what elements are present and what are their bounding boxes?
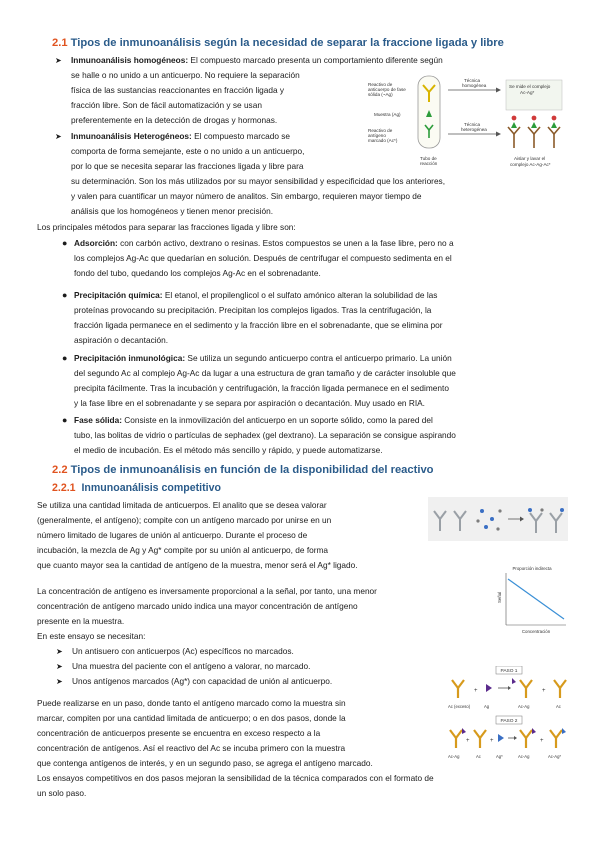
method-line: fondo del tubo, quedando los complejos Ag-Ac en el sobrenadante. (74, 268, 321, 279)
section-title: Tipos de inmunoanálisis según la necesidad de separar la fraccione ligada y libre (70, 37, 504, 49)
label-homog: Técnica (464, 78, 481, 83)
arrow-bullet-icon: ➤ (56, 662, 63, 672)
methods-intro: Los principales métodos para separar las fracciones ligada y libre son: (37, 222, 296, 232)
method-term: Fase sólida: (74, 415, 122, 425)
bullet-icon: ● (62, 290, 68, 300)
method-line: el medio de incubación. Es el método más sencillo y rápido, y puede automatizarse. (74, 445, 383, 456)
label-solid: Reactivo de (368, 82, 393, 87)
section-number: 2.2 (52, 464, 68, 476)
method-item-immunological: ● Precipitación inmunológica: Se utiliza un segundo anticuerpo contra el anticuerpo primario. La unión del segundo Ac al complejo Ag-Ac da lugar a una estructura de gran tamaño y de carácter insoluble que precipita fácilmente. Tras la incubación y centrifugación, la fracción ligada permanece en el sedimento y la fase libre en el sobrenadante y se separa por aspiración o decantación. Muy usado en RIA. (74, 351, 574, 411)
method-item-chemical: ● Precipitación química: El etanol, el propilenglicol o el sulfato amónico alteran la solubilidad de las proteínas provocando su precipitación. Precipitan los complejos ligados. Tras la centrifugación, la fracción ligada permanece en el sedimento y la fracción libre en el sobrenadante, que se elimina por aspiración o decantación. (74, 288, 574, 348)
label-tube: reacción (420, 161, 438, 166)
method-line: aspiración o decantación. (74, 335, 169, 346)
method-line: precipita fácilmente. Tras la incubación y centrifugación, la fracción ligada permanece en el sedimento (74, 383, 449, 394)
section-2-2-heading (52, 463, 434, 477)
section-number: 2.1 (52, 37, 68, 49)
needs-item: ➤ Unos antígenos marcados (Ag*) con capacidad de unión al anticuerpo. (72, 674, 452, 689)
label-box-top: Ac-Ag* (520, 90, 535, 95)
method-term: Adsorción: (74, 238, 118, 248)
graph-ylabel: Señal (497, 591, 502, 603)
section-title: Tipos de inmunoanálisis en función de la disponibilidad del reactivo (70, 464, 434, 476)
arrow-bullet-icon: ➤ (56, 677, 63, 687)
tube-diagram-svg (368, 74, 564, 178)
label-solid: sólida (~Ag) (368, 92, 393, 97)
step-label: Ag (484, 704, 490, 709)
tube-technique-figure (368, 74, 564, 178)
svg-text:+: + (540, 738, 544, 744)
section-2-1-heading (52, 36, 504, 50)
label-box-top: Se mide el complejo (509, 84, 551, 89)
step-label: Ac (exceso) (448, 704, 471, 709)
label-marked: marcado (Ac*) (368, 138, 398, 143)
method-term: Precipitación inmunológica: (74, 353, 186, 363)
needs-intro: En este ensayo se necesitan: (37, 631, 146, 641)
section-2-2-1-heading (52, 481, 221, 495)
arrow-bullet-icon: ➤ (55, 132, 62, 141)
svg-text:+: + (490, 738, 494, 744)
homogeneous-line: preferentemente en la detección de drogas y hormonas. (71, 115, 278, 126)
heterogeneous-term: Inmunoanálisis Heterogéneos: (71, 131, 192, 141)
heterogeneous-line: Inmunoanálisis Heterogéneos: El compuesto marcado se (71, 131, 291, 141)
section-title: Inmunoanálisis competitivo (81, 482, 221, 494)
bullet-icon: ● (62, 238, 68, 248)
method-line: y la fase libre en el sobrenadante y se separa por aspiración o decantación. Muy usado en RIA. (74, 398, 425, 409)
method-line: del segundo Ac al complejo Ag-Ac da lugar a una estructura de gran tamaño y de carácter insoluble que (74, 368, 456, 379)
paso2-label: PASO 2 (500, 719, 518, 724)
homogeneous-line: física de las sustancias reaccionantes en fracción ligada y (71, 85, 285, 96)
svg-text:+: + (474, 688, 478, 694)
method-line: proteínas provocando su precipitación. Precipitan los complejos ligados. Tras la centrifugación, la (74, 305, 432, 316)
label-heterog: heterogénea (461, 127, 487, 132)
label-solid: anticuerpo de fase (368, 87, 406, 92)
method-item-adsorption: ● Adsorción: con carbón activo, dextrano o resinas. Estos compuestos se unen a la fase libre, pero no a los complejos Ag-Ac que quedarían en solución. Después de centrifugar el compuesto sedimenta en el fondo del tubo, quedando los complejos Ag-Ac en el sobrenadante. (74, 236, 574, 281)
graph-xlabel: Concentración (521, 629, 551, 634)
method-item-solid-phase: ● Fase sólida: Consiste en la inmovilización del anticuerpo en un soporte sólido, como la pared del tubo, las bolitas de vidrio o partículas de sephadex (gel dextrano). La separación se consigue aspirando el medio de incubación. Es el método más sencillo y rápido, y puede automatizarse. (74, 413, 574, 458)
svg-text:+: + (542, 688, 546, 694)
step-label: Ac-Ag* (548, 754, 562, 759)
heterogeneous-line: análisis que los homogéneos y tienen menor precisión. (71, 206, 274, 217)
heterogeneous-line: comporta de forma semejante, este o no unido a un anticuerpo, (71, 146, 305, 157)
graph-title: Proporción indirecta (512, 566, 552, 571)
homogeneous-line: Inmunoanálisis homogéneos: El compuesto marcado presenta un comportamiento diferente según (71, 55, 443, 65)
step-label: Ac-Ag (518, 754, 530, 759)
step-label: Ac (476, 754, 481, 759)
homogeneous-term: Inmunoanálisis homogéneos: (71, 55, 189, 65)
arrow-bullet-icon: ➤ (55, 56, 62, 65)
section-number: 2.2.1 (52, 482, 76, 494)
bullet-icon: ● (62, 353, 68, 363)
label-marked: Reactivo de (368, 128, 393, 133)
needs-list (56, 644, 452, 689)
label-box-bottom: Aislar y lavar el (514, 156, 546, 161)
two-step-svg (448, 666, 572, 768)
label-tube: Tubo de (420, 156, 437, 161)
paso1-label: PASO 1 (500, 669, 518, 674)
competitive-paragraph-4: Los ensayos competitivos en dos pasos mejoran la sensibilidad de la técnica comparados con el formato de un solo paso. (37, 773, 434, 799)
svg-text:+: + (466, 738, 470, 744)
homogeneous-line: se halle o no unido a un anticuerpo. No requiere la separación (71, 70, 300, 81)
method-term: Precipitación química: (74, 290, 163, 300)
inverse-line (508, 579, 564, 619)
heterogeneous-line: por lo que se necesita separar las fracciones ligada y libre para (71, 161, 304, 172)
graph-svg (494, 563, 570, 635)
label-heterog: Técnica (464, 122, 481, 127)
step-label: Ac-Ag (448, 754, 460, 759)
two-step-figure (448, 666, 572, 768)
label-sample: Muestra (Ag) (374, 112, 401, 117)
method-line: tubo, las bolitas de vidrio o partículas de sephadex (gel dextrano). La separación se consigue aspirando (74, 430, 456, 441)
step-label: Ac (556, 704, 561, 709)
competitive-paragraph-3: Puede realizarse en un paso, donde tanto el antígeno marcado como la muestra sin marcar, compiten por una cantidad limitada de anticuerpo; o en dos pasos, donde la concentración de anticuerpos presente se encuentra en exceso respecto a la concentración de antígenos. Así el reactivo del Ac se incuba primero con la muestra que contenga antígenos de interés, y en un segundo paso, se agrega el antígeno marcado. (37, 698, 373, 769)
label-marked: antígeno (368, 133, 386, 138)
heterogeneous-line: su determinación. Son los más utilizados por su mayor sensibilidad y especificidad que los anteriores, (71, 176, 446, 187)
homogeneous-line: fracción libre. Son de fácil automatización y se usan (71, 100, 262, 111)
competition-figure (428, 497, 568, 541)
heterogeneous-line: y valen para cuantificar un mayor número de analitos. Sin embargo, requieren mayor tiempo de (71, 191, 422, 202)
needs-item: ➤ Una muestra del paciente con el antígeno a valorar, no marcado. (72, 659, 452, 674)
label-box-bottom: complejo Ac-Ag-Ac* (510, 162, 551, 167)
inverse-proportion-graph (494, 563, 570, 635)
step-label: Ac-Ag (518, 704, 530, 709)
step-label: Ag* (496, 754, 503, 759)
method-line: fracción ligada permanece en el sedimento y la fracción libre en el sobrenadante, que se elimina por (74, 320, 443, 331)
complex-row-icon (508, 116, 560, 148)
competitive-paragraph-2: La concentración de antígeno es inversamente proporcional a la señal, por tanto, una menor concentración de antígeno marcado unido indica una mayor concentración de antígeno presente en la muestra. (37, 586, 377, 627)
competition-svg (428, 497, 568, 541)
method-line: los complejos Ag-Ac que quedarían en solución. Después de centrifugar el compuesto sedimenta en el (74, 253, 452, 264)
needs-item: ➤ Un antisuero con anticuerpos (Ac) específicos no marcados. (72, 644, 452, 659)
bullet-icon: ● (62, 415, 68, 425)
competitive-paragraph-1: Se utiliza una cantidad limitada de anticuerpos. El analito que se desea valorar (generalmente, el antígeno); compite con un antígeno marcado por unirse en un número limitado de lugares de unión al anticuerpo. Durante el proceso de incubación, la mezcla de Ag y Ag* compite por su unión al anticuerpo, de forma que cuanto mayor sea la cantidad de antígeno de la muestra, menor será el Ag* ligado. (37, 500, 358, 571)
label-homog: homogénea (462, 83, 487, 88)
arrow-bullet-icon: ➤ (56, 647, 63, 656)
